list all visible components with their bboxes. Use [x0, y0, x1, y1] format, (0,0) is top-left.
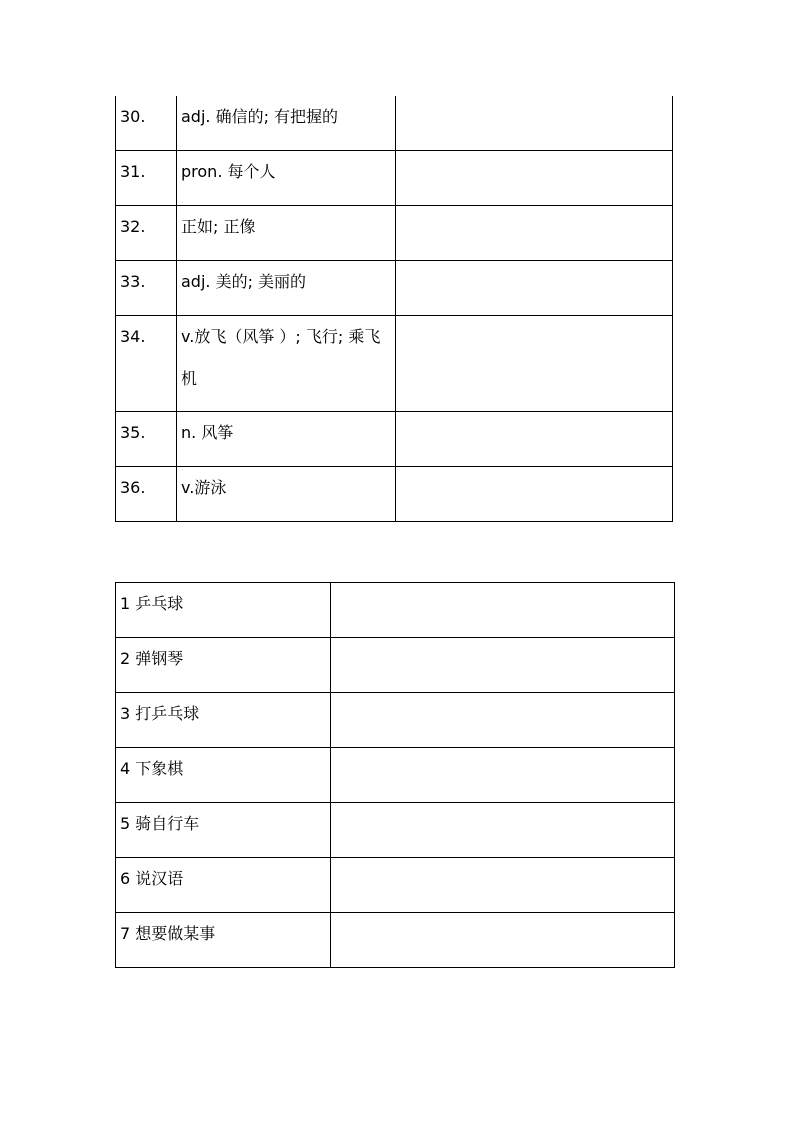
- table-row: [116, 316, 673, 412]
- phrase-prompt: 6 说汉语: [116, 858, 331, 913]
- definition-cell: adj. 美的; 美丽的: [177, 261, 396, 316]
- answer-cell[interactable]: [396, 261, 673, 316]
- table-row: [116, 693, 675, 748]
- row-number: 33.: [116, 261, 177, 316]
- answer-cell[interactable]: [331, 858, 675, 913]
- answer-cell[interactable]: [331, 638, 675, 693]
- answer-cell[interactable]: [396, 412, 673, 467]
- answer-cell[interactable]: [331, 803, 675, 858]
- vocabulary-table: [115, 96, 673, 522]
- table-row: [116, 858, 675, 913]
- phrase-prompt: 3 打乒乓球: [116, 693, 331, 748]
- phrase-prompt: 2 弹钢琴: [116, 638, 331, 693]
- row-number: 36.: [116, 467, 177, 522]
- definition-cell: pron. 每个人: [177, 151, 396, 206]
- phrase-prompt: 7 想要做某事: [116, 913, 331, 968]
- definition-cell: n. 风筝: [177, 412, 396, 467]
- answer-cell[interactable]: [331, 748, 675, 803]
- table-row: [116, 913, 675, 968]
- row-number: 32.: [116, 206, 177, 261]
- definition-cell: 正如; 正像: [177, 206, 396, 261]
- row-number: 35.: [116, 412, 177, 467]
- answer-cell[interactable]: [396, 151, 673, 206]
- table-row: [116, 638, 675, 693]
- definition-cell: adj. 确信的; 有把握的: [177, 96, 396, 151]
- table-row: [116, 412, 673, 467]
- table-row: [116, 151, 673, 206]
- definition-cell: v.放飞（风筝 ）; 飞行; 乘飞机: [177, 316, 396, 412]
- answer-cell[interactable]: [331, 583, 675, 638]
- answer-cell[interactable]: [331, 693, 675, 748]
- answer-cell[interactable]: [396, 467, 673, 522]
- answer-cell[interactable]: [331, 913, 675, 968]
- row-number: 30.: [116, 96, 177, 151]
- phrase-prompt: 5 骑自行车: [116, 803, 331, 858]
- table-row: [116, 803, 675, 858]
- phrase-prompt: 1 乒乓球: [116, 583, 331, 638]
- definition-cell: v.游泳: [177, 467, 396, 522]
- table-row: [116, 583, 675, 638]
- answer-cell[interactable]: [396, 206, 673, 261]
- answer-cell[interactable]: [396, 316, 673, 412]
- row-number: 34.: [116, 316, 177, 412]
- phrase-table: [115, 582, 675, 968]
- table-row: [116, 261, 673, 316]
- table-row: [116, 96, 673, 151]
- table-row: [116, 748, 675, 803]
- table-row: [116, 467, 673, 522]
- phrase-prompt: 4 下象棋: [116, 748, 331, 803]
- table-row: [116, 206, 673, 261]
- row-number: 31.: [116, 151, 177, 206]
- answer-cell[interactable]: [396, 96, 673, 151]
